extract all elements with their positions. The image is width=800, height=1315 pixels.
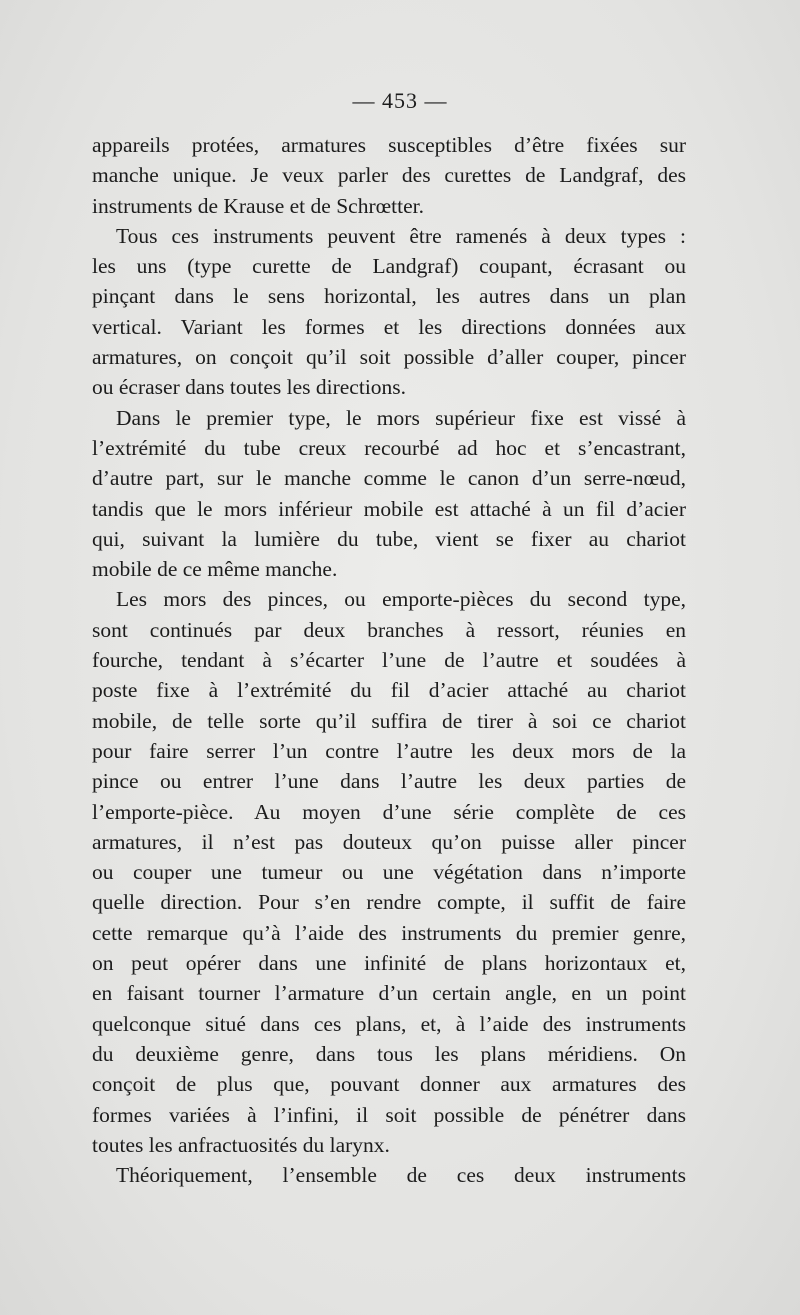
- paragraph: [92, 1160, 686, 1190]
- text-line: ou écraser dans toutes les directions.: [92, 375, 407, 400]
- text-line: ou couper une tumeur ou une végétation dans n’importe: [92, 860, 686, 885]
- text-line: appareils protées, armatures susceptibles d’être fixées sur: [92, 133, 686, 157]
- text-line: quelconque situé dans ces plans, et, à l’aide des instruments: [92, 1011, 686, 1036]
- text-line: armatures, on conçoit qu’il soit possible d’aller couper, pincer: [92, 345, 686, 370]
- text-line: l’emporte-pièce. Au moyen d’une série complète de ces: [92, 799, 686, 824]
- text-line: les uns (type curette de Landgraf) coupant, écrasant ou: [92, 254, 686, 279]
- text-line: pour faire serrer l’un contre l’autre les deux mors de la: [92, 738, 686, 763]
- text-line: conçoit de plus que, pouvant donner aux armatures des: [92, 1072, 686, 1097]
- paragraph: [92, 584, 686, 1160]
- text-line: fourche, tendant à s’écarter l’une de l’autre et soudées à: [92, 648, 686, 673]
- text-line: poste fixe à l’extrémité du fil d’acier attaché au chariot: [92, 678, 686, 703]
- text-line: cette remarque qu’à l’aide des instruments du premier genre,: [92, 920, 686, 945]
- text-line: formes variées à l’infini, il soit possible de pénétrer dans: [92, 1102, 686, 1127]
- text-line: quelle direction. Pour s’en rendre compte, il suffit de faire: [92, 890, 686, 915]
- text-line: toutes les anfractuosités du larynx.: [92, 1132, 390, 1157]
- text-line: Les mors des pinces, ou emporte-pièces du second type,: [116, 587, 686, 612]
- text-line: l’extrémité du tube creux recourbé ad hoc et s’encastrant,: [92, 435, 686, 460]
- text-line: en faisant tourner l’armature d’un certain angle, en un point: [92, 981, 686, 1006]
- text-line: instruments de Krause et de Schrœtter.: [92, 193, 424, 218]
- text-line: mobile de ce même manche.: [92, 557, 338, 582]
- text-line: du deuxième genre, dans tous les plans méridiens. On: [92, 1041, 686, 1066]
- text-line: Dans le premier type, le mors supérieur fixe est vissé à: [116, 405, 686, 430]
- text-line: Tous ces instruments peuvent être ramenés à deux types :: [116, 223, 686, 248]
- text-line: manche unique. Je veux parler des curettes de Landgraf, des: [92, 163, 686, 188]
- text-line: sont continués par deux branches à ressort, réunies en: [92, 617, 686, 642]
- text-line: d’autre part, sur le manche comme le canon d’un serre-nœud,: [92, 466, 686, 491]
- text-line: on peut opérer dans une infinité de plans horizontaux et,: [92, 951, 686, 976]
- text-line: pince ou entrer l’une dans l’autre les deux parties de: [92, 769, 686, 794]
- page-number: — 453 —: [352, 88, 448, 113]
- body-text: [92, 130, 686, 1190]
- paragraph: [92, 130, 686, 221]
- text-line: qui, suivant la lumière du tube, vient se fixer au chariot: [92, 526, 686, 551]
- text-line: vertical. Variant les formes et les directions données aux: [92, 314, 686, 339]
- text-line: armatures, il n’est pas douteux qu’on puisse aller pincer: [92, 829, 686, 854]
- text-line: pinçant dans le sens horizontal, les autres dans un plan: [92, 284, 686, 309]
- text-line: tandis que le mors inférieur mobile est attaché à un fil d’acier: [92, 496, 686, 521]
- paragraph: [92, 403, 686, 585]
- text-line: Théoriquement, l’ensemble de ces deux instruments: [116, 1163, 686, 1188]
- paragraph: [92, 221, 686, 403]
- text-line: mobile, de telle sorte qu’il suffira de tirer à soi ce chariot: [92, 708, 686, 733]
